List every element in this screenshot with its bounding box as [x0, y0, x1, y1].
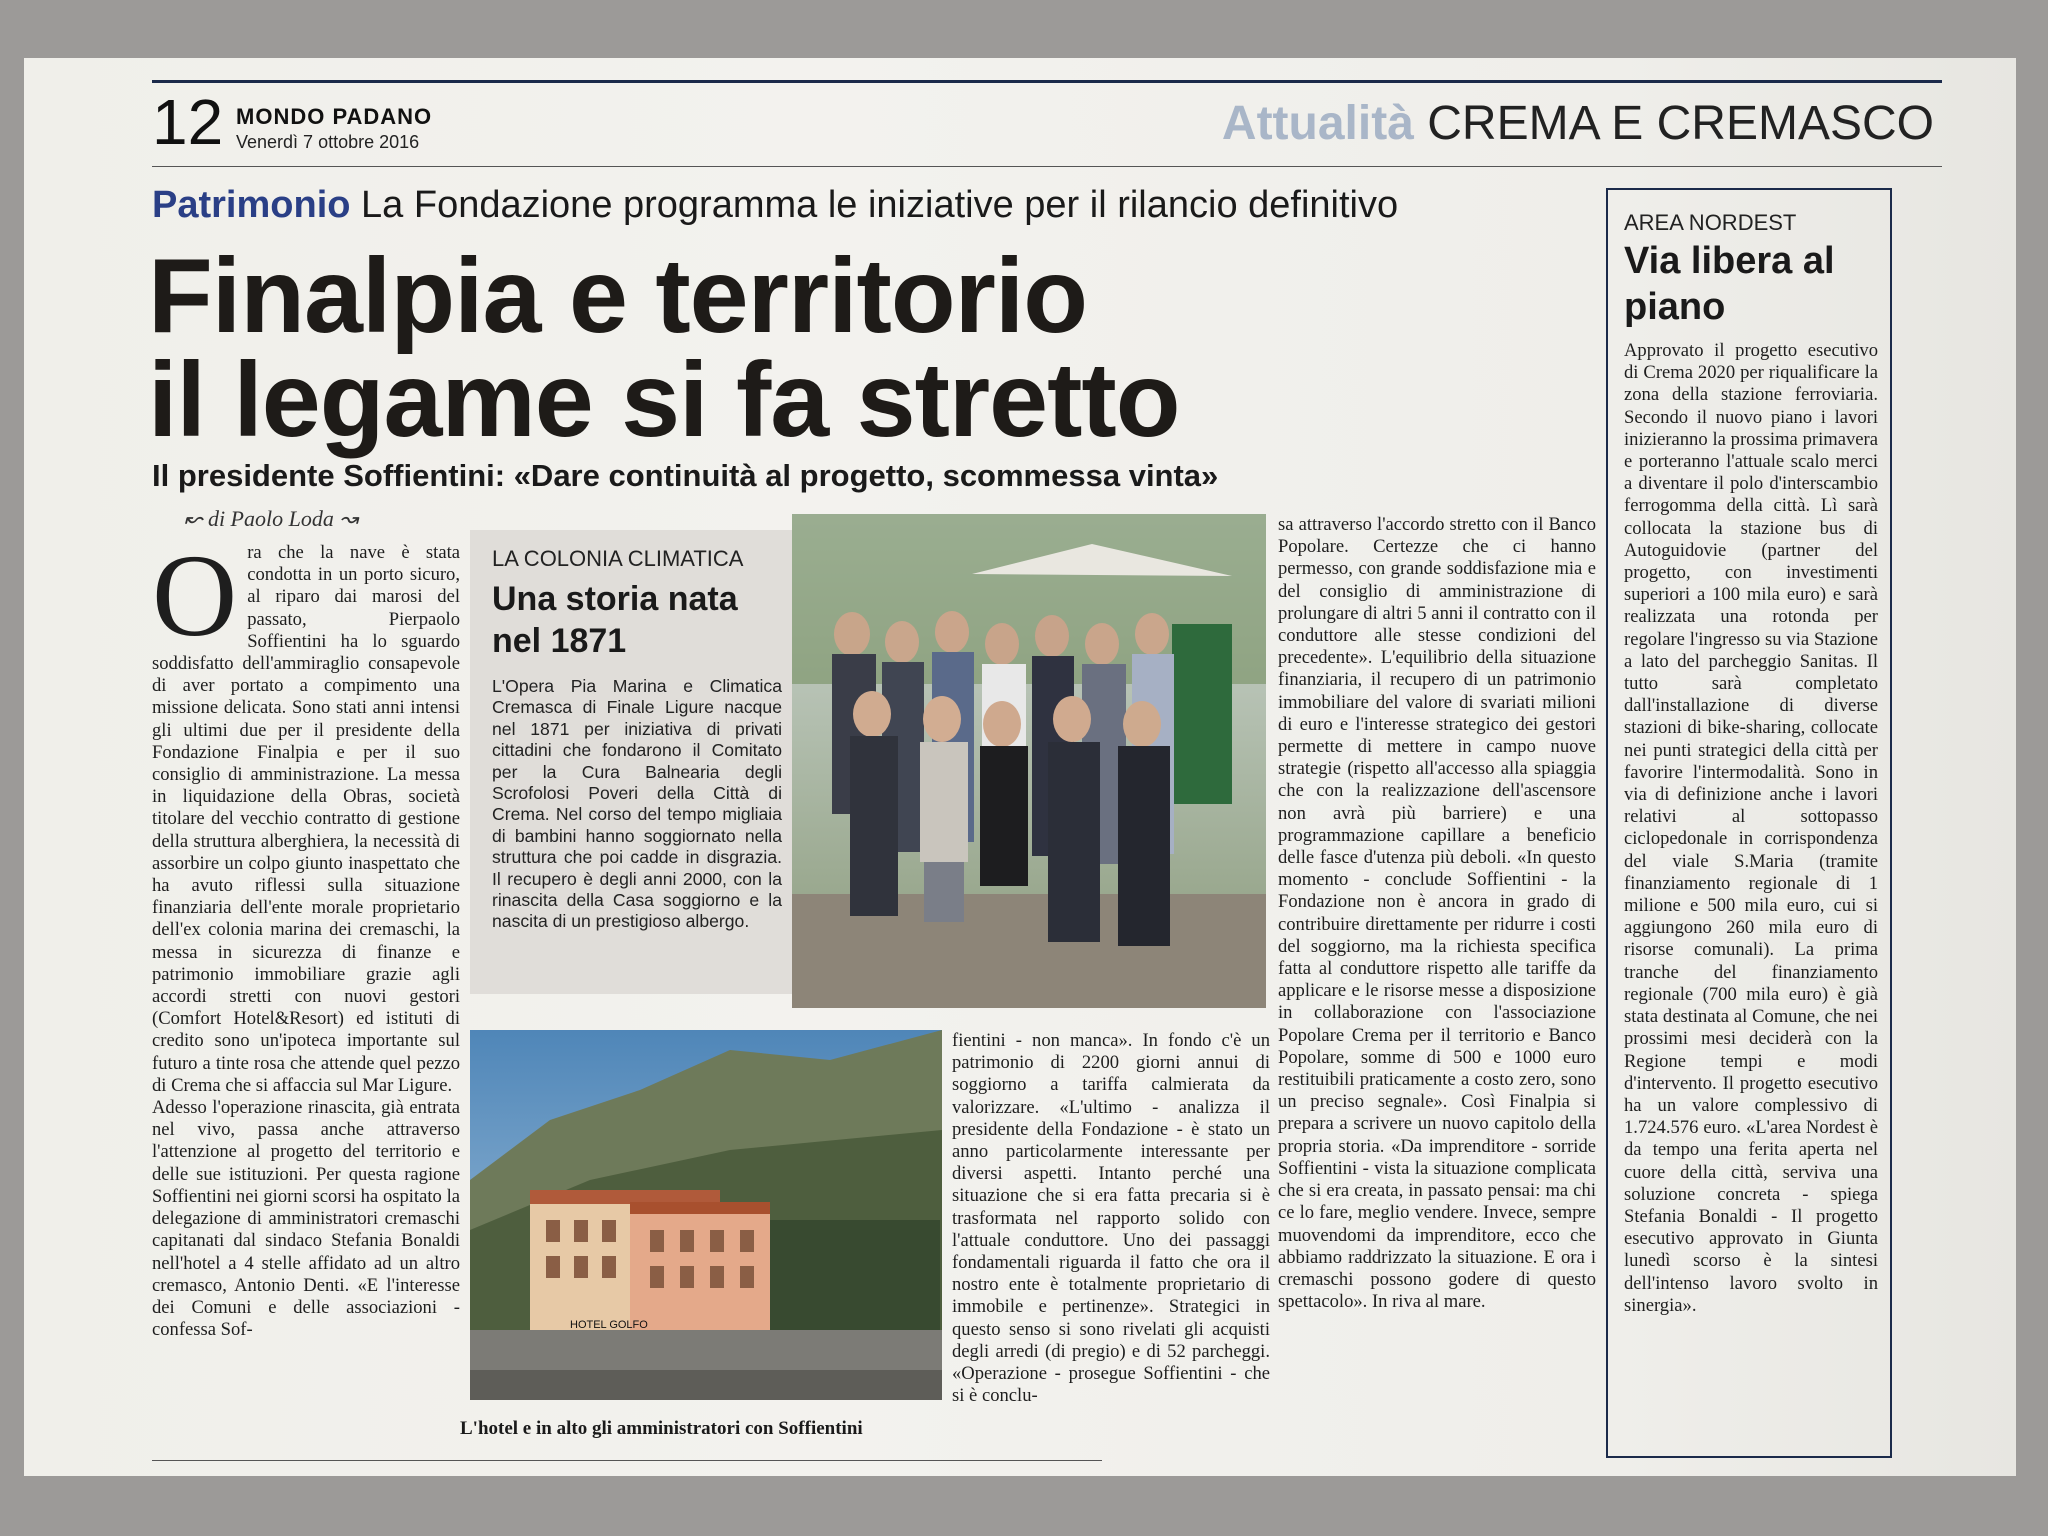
paragraph: Adesso l'operazione rinascita, già entrata nel vivo, passa anche attraverso l'attenzione al progetto del territorio e delle sue istituzioni. Per questa ragione Soffientini nei giorni scorsi ha ospitato la delegazione di amministratori cremaschi capitanati dal sindaco Stefania Bonaldi nell'hotel a 4 stelle affidato ad un altro cremasco, Antonio Denti. «E l'interesse dei Comuni e delle associazioni - confessa Sof-	[152, 1097, 460, 1341]
newspaper-page	[24, 58, 2016, 1476]
issue-date: Venerdì 7 ottobre 2016	[236, 132, 420, 152]
masthead: MONDO PADANO	[236, 104, 433, 129]
drop-cap: O	[152, 542, 238, 661]
section-primary: Attualità	[1221, 97, 1414, 150]
ornament-right-icon: ↝	[333, 506, 358, 531]
paragraph: Ora che la nave è stata condotta in un porto sicuro, al riparo dai marosi del passato, Pierpaolo Soffientini ha lo sguardo soddisfatto dell'ammiraglio consapevole di aver portato a compimento una missione delicata. Sono stati anni intensi gli ultimi due per il presidente della Fondazione Finalpia e per il suo consiglio di amministrazione. La messa in liquidazione della Obras, società titolare del vecchio contratto di gestione della struttura alberghiera, la necessità di assorbire un colpo giunto inaspettato che ha avuto riflessi sulla situazione finanziaria dell'ente morale proprietario dell'ex colonia marina dei cremaschi, la messa in sicurezza di finanze e patrimonio immobiliare grazie agli accordi stretti con nuovi gestori (Comfort Hotel&Resort) ed istituti di credito sono un'ipoteca importante sul futuro a tinte rosa che attende quel pezzo di Crema che si affaccia sul Mar Ligure.	[152, 542, 460, 1096]
paragraph: fientini - non manca». In fondo c'è un patrimonio di 2200 giorni annui di soggiorno a tariffa calmierata da valorizzare. «L'ultimo - analizza il presidente della Fondazione - è stato un anno particolarmente interessante per diversi aspetti. Intanto perché una situazione che si era fatta precaria si è trasformata nel rapporto solido con l'attuale conduttore. Uno dei passaggi fondamentali riguarda il fatto che ora il nostro ente è totalmente proprietario di immobile e pertinenze». Strategici in questo senso si sono rivelati gli acquisti degli arredi (di pregio) e di 52 parcheggi. «Operazione - prosegue Soffientini - che si è conclu-	[952, 1030, 1270, 1407]
inset-body: L'Opera Pia Marina e Climatica Cremasca di Finale Ligure nacque nel 1871 per iniziativa di privati cittadini che fondarono il Comitato per la Cura Balnearia degli Scrofolosi Poveri della Città di Crema. Nel corso del tempo migliaia di bambini hanno soggiornato nella struttura che poi cadde in disgrazia. Il recupero è degli anni 2000, con la rinascita della Casa soggiorno e la nascita di un prestigioso albergo.	[492, 676, 782, 932]
byline: ↜ di Paolo Loda ↝	[184, 506, 358, 531]
paragraph: sa attraverso l'accordo stretto con il Banco Popolare. Certezze che ci hanno permesso, con grande soddisfazione mia e del consiglio di amministrazione di prolungare di altri 5 anni il contratto con il conduttore alle stesse condizioni del precedente». L'equilibrio della situazione finanziaria, il recupero di un patrimonio immobiliare del valore di svariati milioni di euro e l'interesse strategico dei gestori permette di mettere in campo nuove strategie (rispetto all'accesso alla spiaggia che con la realizzazione dell'ascensore non avrà più barriere) e una programmazione capillare a beneficio delle fasce d'utenza più deboli. «In questo momento - conclude Soffientini - la Fondazione non è ancora in grado di contribuire direttamente per ridurre i costi del soggiorno, ma la richiesta specifica fatta al conduttore rispetto alle tariffe da applicare e le risorse messe a disposizione in collaborazione con l'associazione Popolare Crema per il territorio e Banco Popolare, somme di 500 e 1000 euro restituibili praticamente a costo zero, sono un preciso segnale». Così Finalpia si prepara a scrivere un nuovo capitolo della propria storia. «Da imprenditore - sorride Soffientini - vista la situazione complicata che si era creata, in passato pensai: ma chi ce lo fare, meglio vendere. Invece, sempre muovendomi da imprenditore, ecco che abbiamo raddrizzato la situazione. E ora i cremaschi possono godere di questo spettacolo». In riva al mare.	[1278, 514, 1596, 1313]
ornament-left-icon: ↜	[184, 506, 208, 531]
section-header	[1222, 96, 1934, 152]
section-secondary: CREMA E CREMASCO	[1427, 97, 1934, 150]
page-number: 12	[152, 86, 224, 158]
headline-line-2: il legame si fa stretto	[148, 341, 1180, 459]
inset-title: Una storia nata nel 1871	[492, 580, 738, 660]
hotel-photo	[470, 1030, 942, 1400]
inset-kicker: LA COLONIA CLIMATICA	[492, 546, 744, 571]
group-photo-image	[792, 514, 1266, 1008]
group-photo	[792, 514, 1266, 1008]
article-column-3	[1278, 514, 1596, 1476]
hotel-sign: HOTEL GOLFO	[570, 1319, 648, 1331]
subheadline: Il presidente Soffientini: «Dare continuità al progetto, scommessa vinta»	[152, 458, 1219, 493]
sidebar-body: Approvato il progetto esecutivo di Crema 2020 per riqualificare la zona della stazione ferroviaria. Secondo il nuovo piano i lavori inizieranno la prossima primavera e porteranno l'attuale scalo merci a diventare il polo d'interscambio ferrogomma della città. Lì sarà collocata la stazione bus di Autoguidovie (partner del progetto, con investimenti superiori a 100 mila euro) e sarà realizzata una rotonda per regolare l'ingresso su via Stazione a lato del parcheggio Sanitas. Il tutto sarà completato dall'installazione di diverse stazioni di bike-sharing, collocate nei punti strategici della città per favorire l'intermodalità. Sono in via di definizione anche i lavori relativi al sottopasso ciclopedonale in corrispondenza del viale S.Maria (tramite finanziamento regionale di 1 milione e 500 mila euro, cui si aggiungono 260 mila euro di risorse comunali). La prima tranche del finanziamento regionale (700 mila euro) è già stata destinata al Comune, che nei prossimi mesi deciderà con la Regione tempi e modi d'intervento. Il progetto esecutivo ha un valore complessivo di 1.724.576 euro. «L'area Nordest è da tempo una ferita aperta nel cuore della città, serviva una soluzione concreta - spiega Stefania Bonaldi - Il progetto esecutivo approvato in Giunta lunedì scorso è la sintesi dell'intenso lavoro svolto in sinergia».	[1624, 340, 1878, 1316]
article-column-2	[952, 1030, 1270, 1450]
photo-caption: L'hotel e in alto gli amministratori con Soffientini	[460, 1418, 863, 1439]
headline-line-1: Finalpia e territorio	[148, 237, 1088, 355]
hotel-photo-image	[470, 1030, 942, 1400]
header-rule	[152, 166, 1942, 167]
headline	[148, 237, 1180, 459]
bottom-rule	[152, 1460, 1102, 1461]
sidebar-title: Via libera al piano	[1624, 240, 1835, 328]
sidebar-kicker: AREA NORDEST	[1624, 210, 1797, 235]
kicker-label: Patrimonio	[152, 184, 351, 226]
kicker-text: La Fondazione programma le iniziative per il rilancio definitivo	[361, 184, 1399, 226]
top-rule	[152, 80, 1942, 83]
article-kicker	[152, 184, 1398, 227]
article-column-1	[152, 542, 460, 1476]
